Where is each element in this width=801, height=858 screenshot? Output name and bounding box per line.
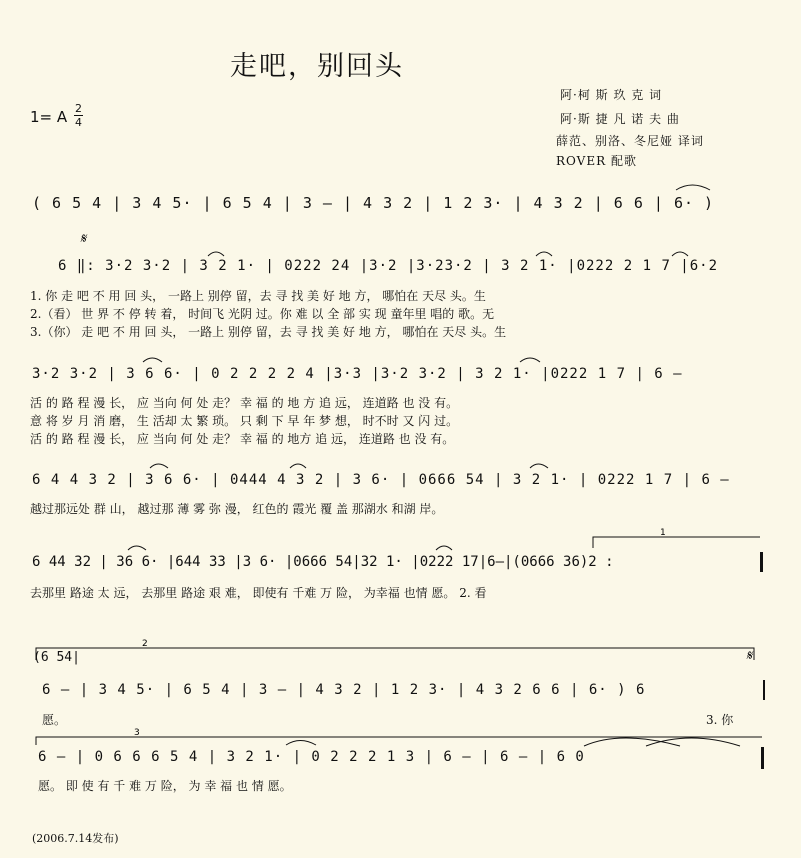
- time-signature-numerator: 2: [75, 102, 82, 115]
- score-line-ending: 6 – | 0 6 6 6 5 4 | 3 2 1· | 0 2 2 2 1 3 | 6 – | 6 – | 6 0: [38, 749, 585, 765]
- repeat-end-bar: [760, 552, 763, 572]
- slur-2: [536, 252, 552, 256]
- lyric-line-ending: 愿。 即 使 有 千 难 万 险， 为 幸 福 也 情 愿。: [38, 779, 292, 793]
- credit-lyricist: 阿·柯 斯 玖 克 词: [560, 88, 663, 102]
- lyric-line-chorus-2: 去那里 路途 太 远， 去那里 路途 艰 难， 即使有 千难 万 险， 为幸福 也情 愿。 2. 看: [30, 586, 487, 600]
- segno-sign: 𝄋: [80, 231, 87, 247]
- segno-bar: [763, 680, 765, 700]
- score-line-verse-2: 3·2 3·2 | 3 6 6· | 0 2 2 2 2 4 |3·3 |3·2 3·2 | 3 2 1· |0222 1 7 | 6 –: [32, 366, 683, 382]
- lyric-line-verse3-b: 活 的 路 程 漫 长， 应 当向 何 处 走？ 幸 福 的 地方 追 远， 连道路 也 没 有。: [30, 432, 455, 446]
- score-line-interlude: 6 – | 3 4 5· | 6 5 4 | 3 – | 4 3 2 | 1 2 3· | 4 3 2 6 6 | 6· ) 6: [42, 682, 646, 698]
- credit-composer: 阿·斯 捷 凡 诺 夫 曲: [560, 112, 680, 126]
- end-barlines: [760, 552, 765, 769]
- volta-bracket-1: [593, 537, 760, 548]
- slur-10: [436, 546, 452, 550]
- tie-intro: [676, 185, 710, 190]
- volta-label-1: 1: [660, 528, 666, 538]
- lyric-line-verse2-b: 意 将 岁 月 消 磨， 生 活却 太 繁 琐。 只 剩 下 早 年 梦 想， 时不时 又 闪 过。: [30, 414, 459, 428]
- tie-ending-2: [646, 738, 740, 746]
- lyric-line-chorus-1: 越过那远处 群 山， 越过那 薄 雾 弥 漫， 红色的 霞光 覆 盖 那湖水 和湖 岸。: [30, 502, 444, 516]
- slur-11: [286, 741, 316, 746]
- slur-4: [143, 358, 162, 362]
- volta-label-3: 3: [134, 728, 140, 738]
- volta-label-2: 2: [142, 639, 148, 649]
- score-line-intro: ( 6 5 4 | 3 4 5· | 6 5 4 | 3 – | 4 3 2 | 1 2 3· | 4 3 2 | 6 6 | 6· ): [32, 194, 715, 212]
- slur-3: [672, 252, 688, 256]
- credit-translators: 薛范、别洛、冬尼娅 译词: [556, 134, 704, 148]
- tie-ending-1: [584, 738, 680, 746]
- slur-1: [208, 252, 224, 256]
- time-signature-denominator: 4: [75, 116, 82, 129]
- lyric-line-verse1-b: 活 的 路 程 漫 长， 应 当向 何 处 走？ 幸 福 的 地 方 追 远， 连道路 也 没 有。: [30, 396, 459, 410]
- slur-8: [530, 464, 548, 468]
- score-line-chorus-2: 6 44 32 | 36 6· |644 33 |3 6· |0666 54|32 1· |0222 17|6–|(0666 36)2 :: [32, 554, 614, 570]
- score-line-verse-1: 6 ‖: 3·2 3·2 | 3 2 1· | 0222 24 |3·2 |3·23·2 | 3 2 1· |0222 2 1 7 |6·2: [58, 258, 719, 274]
- page-title: 走吧，别回头: [230, 51, 404, 82]
- final-bar: [761, 747, 764, 769]
- slur-9: [128, 546, 146, 550]
- slur-5: [520, 358, 540, 362]
- volta-2-notes: (6 54|: [33, 650, 80, 665]
- lyric-line-verse3-a: 3.（你） 走 吧 不 用 回 头， 一路上 别停 留，去 寻 找 美 好 地 方， 哪怕在 天尽 头。生: [30, 325, 507, 339]
- segno-sign-return: 𝄋: [746, 648, 753, 664]
- publish-date: (2006.7.14发布): [32, 832, 119, 845]
- key-signature: 1= A: [30, 108, 68, 126]
- lyric-line-interlude: 愿。: [42, 713, 67, 727]
- lyric-line-verse3-pickup: 3. 你: [706, 713, 734, 727]
- score-line-chorus-1: 6 4 4 3 2 | 3 6 6· | 0444 4 3 2 | 3 6· | 0666 54 | 3 2 1· | 0222 1 7 | 6 –: [32, 472, 730, 488]
- slur-6: [150, 464, 168, 468]
- credit-arranger: ROVER 配歌: [556, 154, 637, 168]
- ties: [128, 185, 740, 746]
- lyric-line-verse2-a: 2.（看） 世 界 不 停 转 着， 时间飞 光阴 过。你 难 以 全 部 实 现 童年里 唱的 歌。无: [30, 307, 495, 321]
- slur-7: [290, 464, 306, 468]
- lyric-line-verse1-a: 1. 你 走 吧 不 用 回 头， 一路上 别停 留，去 寻 找 美 好 地 方， 哪怕在 天尽 头。生: [30, 289, 486, 303]
- volta-bracket-2: [36, 648, 754, 660]
